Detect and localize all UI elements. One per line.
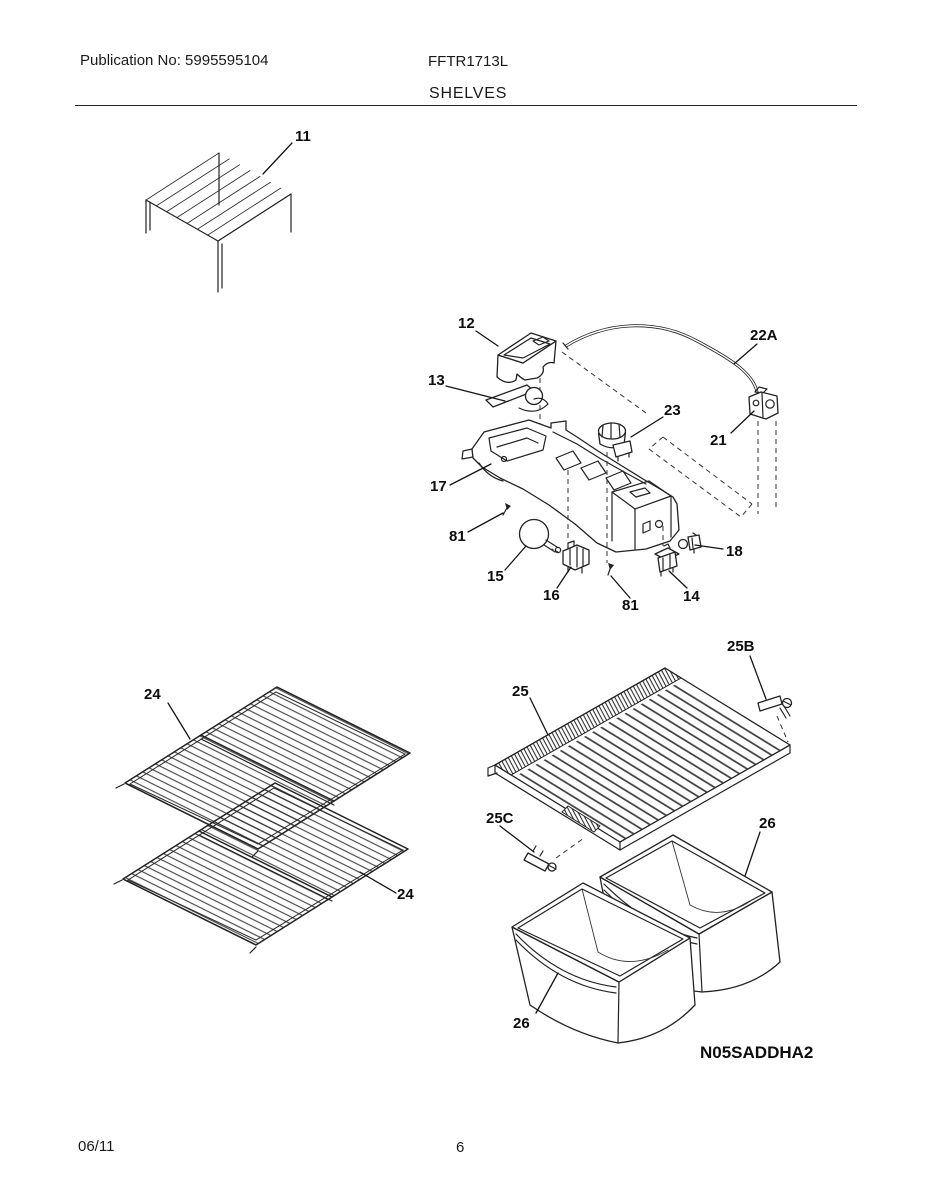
callout-22a: 22A bbox=[750, 327, 778, 344]
footer-date: 06/11 bbox=[78, 1138, 115, 1155]
model-number: FFTR1713L bbox=[428, 53, 509, 70]
part-housing-frame-17 bbox=[462, 420, 679, 552]
callout-17: 17 bbox=[430, 478, 447, 495]
part-screw-81-left bbox=[503, 503, 511, 515]
drawing-code: N05SADDHA2 bbox=[700, 1043, 814, 1062]
callout-15: 15 bbox=[487, 568, 504, 585]
part-socket-16 bbox=[563, 541, 589, 573]
part-tray-12 bbox=[497, 333, 556, 382]
callout-16: 16 bbox=[543, 587, 560, 604]
footer-page-number: 6 bbox=[456, 1139, 465, 1156]
part-clip-25c bbox=[524, 838, 584, 871]
publication-number: Publication No: 5995595104 bbox=[80, 52, 269, 69]
part-control-21 bbox=[749, 387, 778, 419]
callout-14: 14 bbox=[683, 588, 700, 605]
part-grommet-18 bbox=[679, 533, 702, 553]
part-shelf-25 bbox=[488, 668, 792, 871]
callout-25b: 25B bbox=[727, 638, 755, 655]
part-wire-shelf-11 bbox=[146, 153, 291, 292]
callout-24-lower: 24 bbox=[397, 886, 414, 903]
part-clip-14 bbox=[655, 544, 679, 576]
callout-25c: 25C bbox=[486, 810, 514, 827]
callout-81-center: 81 bbox=[622, 597, 639, 614]
callout-25: 25 bbox=[512, 683, 529, 700]
callout-23: 23 bbox=[664, 402, 681, 419]
callout-11: 11 bbox=[295, 128, 311, 145]
callout-26-upper: 26 bbox=[759, 815, 776, 832]
callout-12: 12 bbox=[458, 315, 475, 332]
callout-13: 13 bbox=[428, 372, 445, 389]
callout-24-upper: 24 bbox=[144, 686, 161, 703]
callout-26-lower: 26 bbox=[513, 1015, 530, 1032]
part-wire-shelf-24-lower bbox=[114, 783, 408, 953]
section-title: SHELVES bbox=[429, 85, 508, 102]
part-capillary-tube-22a bbox=[563, 326, 757, 392]
callout-81-left: 81 bbox=[449, 528, 466, 545]
part-screw-81-center bbox=[608, 563, 614, 575]
callout-18: 18 bbox=[726, 543, 743, 560]
part-bulb-15 bbox=[520, 520, 561, 553]
callout-21: 21 bbox=[710, 432, 727, 449]
